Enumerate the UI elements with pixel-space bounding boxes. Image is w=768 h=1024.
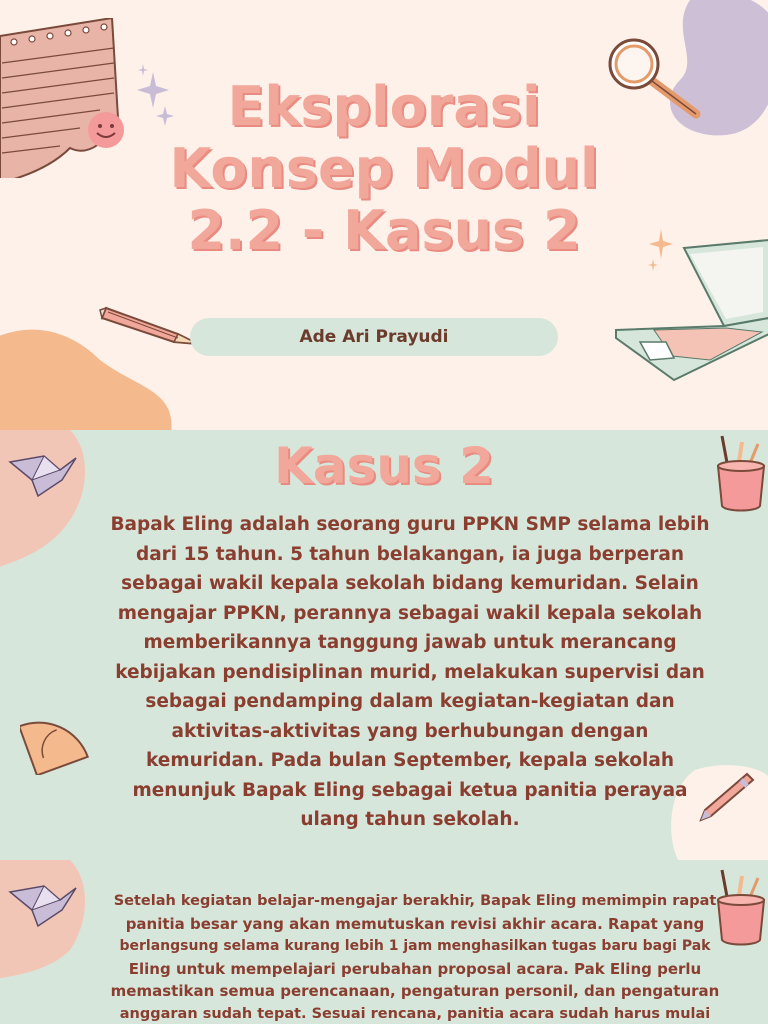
text-line: Bapak Eling adalah seorang guru PPKN SMP selama lebih	[110, 514, 710, 535]
text-line: kemuridan. Pada bulan September, kepala sekolah	[145, 750, 675, 771]
case-followup-text	[110, 890, 720, 1024]
title-line: 2.2 - Kasus 2	[187, 199, 581, 263]
case-heading: Kasus 2	[274, 437, 494, 495]
case-description	[110, 510, 710, 835]
followup-slide	[0, 860, 768, 1024]
text-line: memberikannya tanggung jawab untuk merancang	[143, 632, 677, 653]
text-line: mengajar PPKN, perannya sebagai wakil kepala sekolah	[117, 602, 703, 624]
protractor-icon	[20, 705, 90, 775]
text-line: berlangsung selama kurang lebih 1 jam menghasilkan tugas baru bagi Pak	[119, 938, 711, 954]
text-line: aktivitas-aktivitas yang berhubungan dengan	[171, 720, 649, 742]
paper-bird-icon	[8, 450, 80, 500]
cover-slide	[0, 0, 768, 430]
pencil-icon	[98, 300, 203, 350]
text-line: dari 15 tahun. 5 tahun belakangan, ia juga berperan	[135, 543, 685, 565]
text-line: sebagai wakil kepala sekolah bidang kemuridan. Selain	[121, 573, 699, 594]
text-line: kebijakan pendisiplinan murid, melakukan supervisi dan	[115, 661, 705, 683]
notepad-icon	[0, 18, 125, 178]
pencil-cup-icon	[712, 430, 768, 512]
title-line: Konsep Modul	[169, 137, 599, 201]
title-line: Eksplorasi	[227, 75, 541, 138]
text-line: menunjuk Bapak Eling sebagai ketua panitia perayaa	[132, 779, 688, 801]
paper-bird-icon	[8, 880, 80, 930]
text-line: anggaran sudah tepat. Sesuai rencana, panitia acara sudah harus mulai	[119, 1005, 711, 1022]
pencil-cup-icon	[712, 864, 768, 946]
text-line: memastikan semua perencanaan, pengaturan personil, dan pengaturan	[110, 982, 720, 1000]
text-line: ulang tahun sekolah.	[300, 809, 520, 830]
text-line: Setelah kegiatan belajar-mengajar berakhir, Bapak Eling memimpin rapat	[113, 893, 717, 909]
text-line: sebagai pendamping dalam kegiatan-kegiatan dan	[145, 691, 675, 712]
author-name: Ade Ari Prayudi	[190, 318, 558, 356]
case-slide	[0, 430, 768, 860]
page-title	[120, 76, 648, 262]
text-line: Eling untuk mempelajari perubahan proposal acara. Pak Eling perlu	[128, 959, 702, 978]
text-line: panitia besar yang akan memutuskan revisi akhir acara. Rapat yang	[125, 914, 705, 933]
